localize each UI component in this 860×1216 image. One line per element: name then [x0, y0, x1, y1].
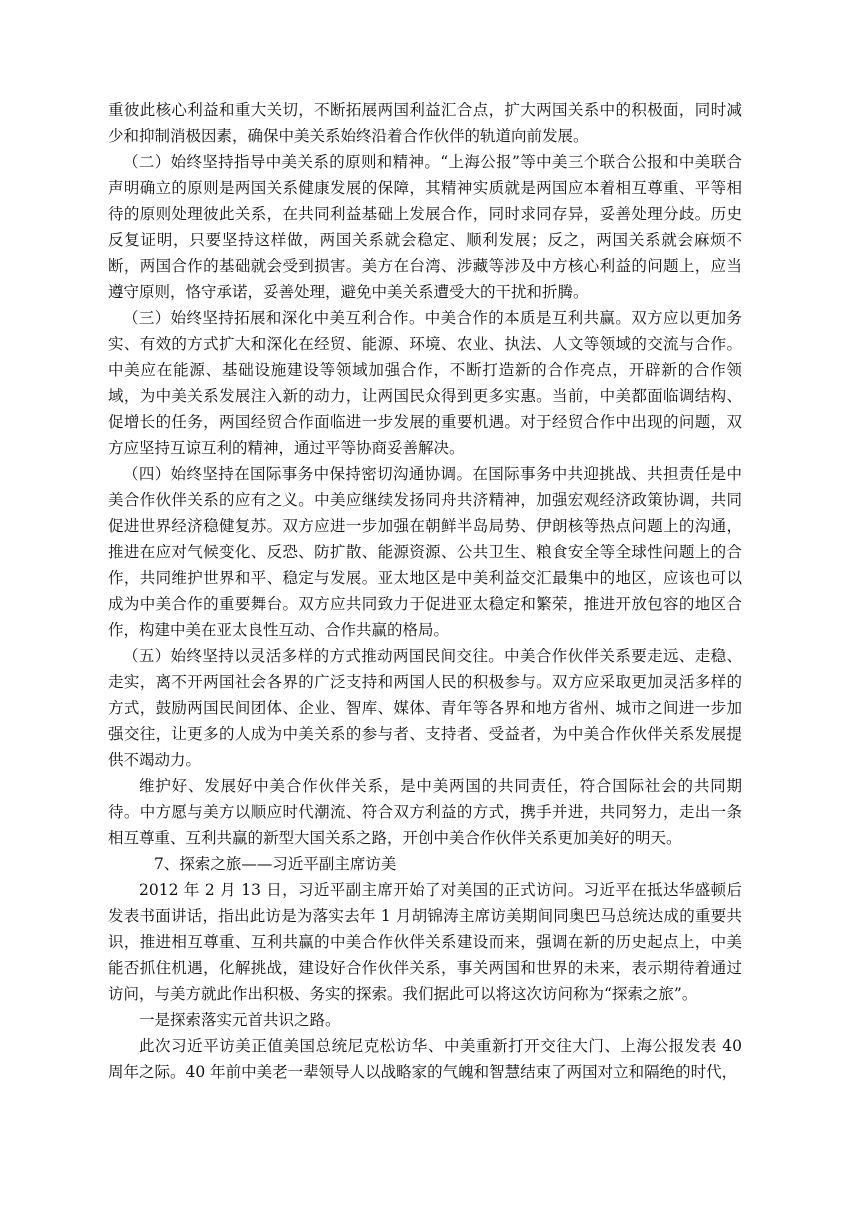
paragraph-international-affairs: （四）始终坚持在国际事务中保持密切沟通协调。在国际事务中共迎挑战、共担责任是中美合作伙伴关系的应有之义。中美应继续发扬同舟共济精神，加强宏观经济政策协调，共同促进世界经济稳健复苏。双方应进一步加强在朝鲜半岛局势、伊朗核等热点问题上的沟通，推进在应对气候变化、反恐、防扩散、能源资源、公共卫生、粮食安全等全球性问题上的合作，共同维护世界和平、稳定与发展。亚太地区是中美利益交汇最集中的地区，应该也可以成为中美合作的重要舞台。双方应共同致力于促进亚太稳定和繁荣，推进开放包容的地区合作，构建中美在亚太良性互动、合作共赢的格局。: [108, 465, 742, 639]
paragraph-conclusion: 维护好、发展好中美合作伙伴关系，是中美两国的共同责任，符合国际社会的共同期待。中方愿与美方以顺应时代潮流、符合双方利益的方式，携手并进，共同努力，走出一条相互尊重、互利共赢的新型大国关系之路，开创中美合作伙伴关系更加美好的明天。: [108, 777, 742, 847]
document-page: [108, 97, 742, 1085]
paragraph-people-exchange: （五）始终坚持以灵活多样的方式推动两国民间交往。中美合作伙伴关系要走远、走稳、走实，离不开两国社会各界的广泛支持和两国人民的积极参与。双方应采取更加灵活多样的方式，鼓励两国民间团体、企业、智库、媒体、青年等各界和地方省州、城市之间进一步加强交往，让更多的人成为中美关系的参与者、支持者、受益者，为中美合作伙伴关系发展提供不竭动力。: [108, 647, 742, 769]
paragraph-principles: （二）始终坚持指导中美关系的原则和精神。“上海公报”等中美三个联合公报和中美联合声明确立的原则是两国关系健康发展的保障，其精神实质就是两国应本着相互尊重、平等相待的原则处理彼此关系，在共同利益基础上发展合作，同时求同存异，妥善处理分歧。历史反复证明，只要坚持这样做，两国关系就会稳定、顺利发展；反之，两国关系就会麻烦不断，两国合作的基础就会受到损害。美方在台湾、涉藏等涉及中方核心利益的问题上，应当遵守原则，恪守承诺，妥善处理，避免中美关系遭受大的干扰和折腾。: [108, 153, 742, 301]
paragraph-anniversary: 此次习近平访美正值美国总统尼克松访华、中美重新打开交往大门、上海公报发表 40 周年之际。40 年前中美老一辈领导人以战略家的气魄和智慧结束了两国对立和隔绝的时代，: [108, 1037, 742, 1081]
subheading-consensus: 一是探索落实元首共识之路。: [139, 1011, 341, 1029]
paragraph-core-interests: 重彼此核心利益和重大关切，不断拓展两国利益汇合点，扩大两国关系中的积极面，同时减少和抑制消极因素，确保中美关系始终沿着合作伙伴的轨道向前发展。: [108, 101, 742, 145]
paragraph-visit-intro: 2012 年 2 月 13 日，习近平副主席开始了对美国的正式访问。习近平在抵达华盛顿后发表书面讲话，指出此访是为落实去年 1 月胡锦涛主席访美期间同奥巴马总统达成的重要共识，推进相互尊重、互利共赢的中美合作伙伴关系建设而来，强调在新的历史起点上，中美能否抓住机遇，化解挑战，建设好合作伙伴关系，事关两国和世界的未来，表示期待着通过访问，与美方就此作出积极、务实的探索。我们据此可以将这次访问称为“探索之旅”。: [108, 881, 742, 1003]
paragraph-mutual-benefit: （三）始终坚持拓展和深化中美互利合作。中美合作的本质是互利共赢。双方应以更加务实、有效的方式扩大和深化在经贸、能源、环境、农业、执法、人文等领域的交流与合作。中美应在能源、基础设施建设等领域加强合作，不断打造新的合作亮点，开辟新的合作领域，为中美关系发展注入新的动力，让两国民众得到更多实惠。当前，中美都面临调结构、促增长的任务，两国经贸合作面临进一步发展的重要机遇。对于经贸合作中出现的问题，双方应坚持互谅互利的精神，通过平等协商妥善解决。: [108, 309, 742, 457]
section-heading: 7、探索之旅——习近平副主席访美: [154, 855, 397, 873]
